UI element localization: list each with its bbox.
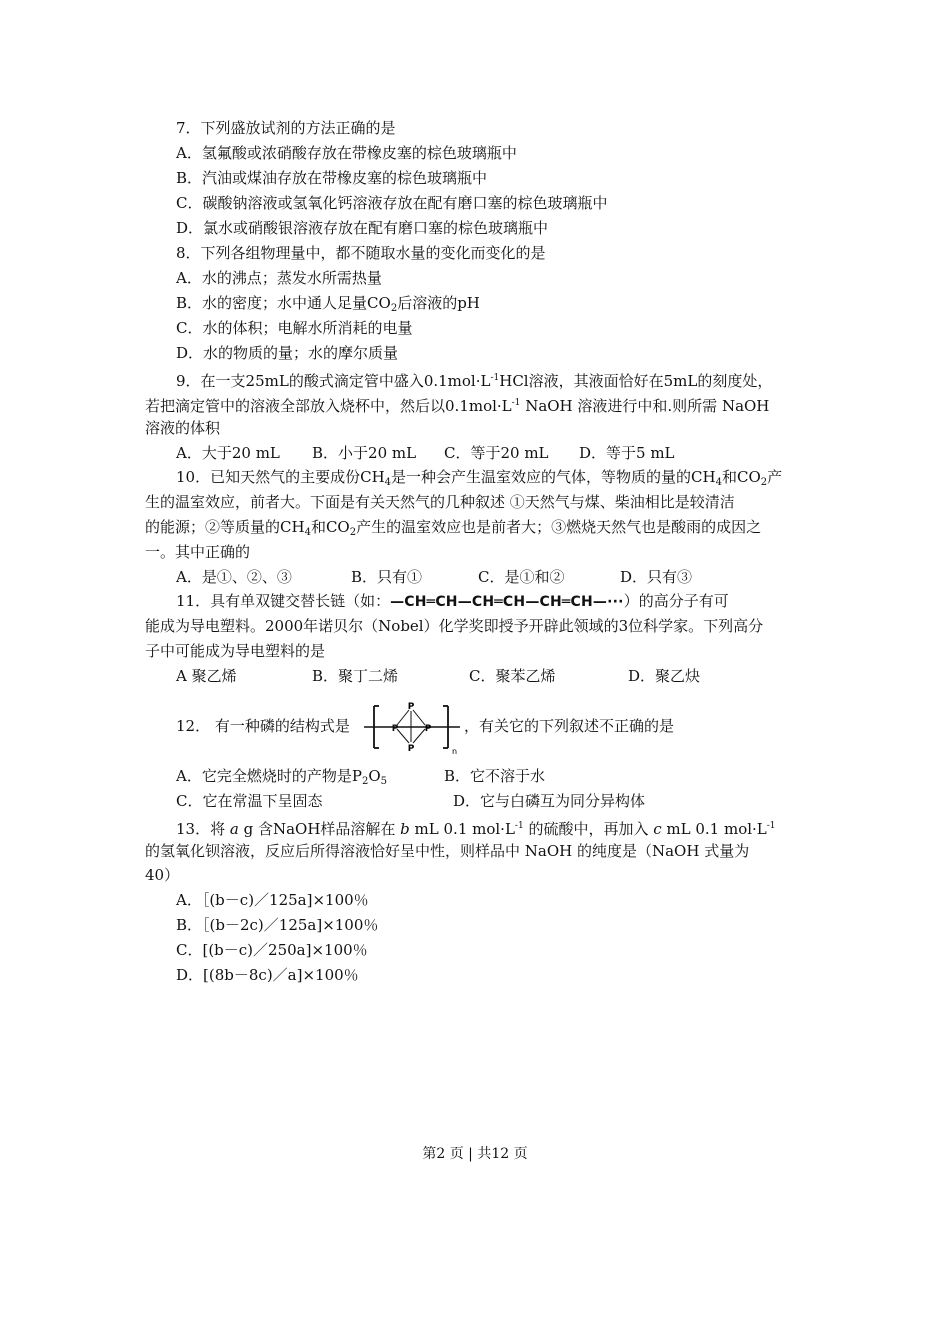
q12-option-d: D．它与白磷互为同分异构体 bbox=[453, 792, 646, 810]
q7-option-a: A．氢氟酸或浓硝酸存放在带橡皮塞的棕色玻璃瓶中 bbox=[176, 144, 517, 162]
q9-option-d: D．等于5 mL bbox=[579, 444, 675, 462]
repeat-n: n bbox=[452, 747, 458, 756]
q9-stem-line2: 若把滴定管中的溶液全部放入烧杯中，然后以$0.1mol\cdot L^{-1}$ NaOH 溶液进行中和.则所需 NaOH bbox=[145, 397, 770, 415]
p-atom-left: P bbox=[391, 724, 399, 734]
p-atom-top: P bbox=[407, 702, 415, 712]
q8-option-d: D．水的物质的量；水的摩尔质量 bbox=[176, 344, 399, 362]
q13-option-a: A．［(b－c)／125a]×100％ bbox=[176, 891, 369, 909]
q10-option-c: C．是①和② bbox=[478, 568, 565, 586]
p-atom-right: P bbox=[424, 724, 432, 734]
q8-option-c: C．水的体积；电解水所消耗的电量 bbox=[176, 319, 413, 337]
polyene-chain-formula: —CH═CH—CH═CH—CH═CH—··· bbox=[390, 594, 624, 610]
page-footer: 第2 页 | 共12 页 bbox=[422, 1146, 528, 1162]
q10-stem-line4: 一。其中正确的 bbox=[145, 543, 251, 561]
q13-stem-line1: 13．将 a g 含NaOH样品溶解在 b mL 0.1 $mol\cdot L^{-1}$ 的硫酸中，再加入 c mL 0.1 $mol\cdot L^{-1}$ bbox=[176, 820, 776, 838]
q8-stem: 8．下列各组物理量中，都不随取水量的变化而变化的是 bbox=[176, 244, 546, 262]
q9-option-b: B．小于20 mL bbox=[312, 444, 417, 462]
q12-option-a: A．它完全燃烧时的产物是$P_2O_5$ bbox=[176, 767, 387, 787]
q8-option-a: A．水的沸点；蒸发水所需热量 bbox=[176, 269, 382, 287]
q8-option-b: B．水的密度；水中通人足量$CO_2$后溶液的pH bbox=[176, 294, 480, 314]
q12-option-b: B．它不溶于水 bbox=[444, 767, 546, 785]
q13-stem-line2: 的氢氧化钡溶液，反应后所得溶液恰好呈中性，则样品中 NaOH 的纯度是（NaOH 式量为 bbox=[145, 842, 750, 860]
q7-option-b: B．汽油或煤油存放在带橡皮塞的棕色玻璃瓶中 bbox=[176, 169, 488, 187]
q11-stem-line3: 子中可能成为导电塑料的是 bbox=[145, 642, 326, 660]
q13-option-d: D．[(8b－8c)／a]×100％ bbox=[176, 966, 359, 984]
q10-stem-line1: 10．已知天然气的主要成份$CH_4$是一种会产生温室效应的气体，等物质的量的$CH_4$和$CO_2$产 bbox=[176, 468, 783, 488]
q10-option-a: A．是①、②、③ bbox=[176, 568, 292, 586]
q13-option-b: B．［(b－2c)／125a]×100％ bbox=[176, 916, 379, 934]
q12-stem-a: 12． 有一种磷的结构式是 bbox=[176, 717, 350, 735]
q9-option-c: C．等于20 mL bbox=[444, 444, 549, 462]
q7-option-d: D．氯水或硝酸银溶液存放在配有磨口塞的棕色玻璃瓶中 bbox=[176, 219, 549, 237]
q11-option-d: D．聚乙炔 bbox=[628, 667, 701, 685]
q7-option-c: C．碳酸钠溶液或氢氧化钙溶液存放在配有磨口塞的棕色玻璃瓶中 bbox=[176, 194, 608, 212]
q11-option-b: B．聚丁二烯 bbox=[312, 667, 399, 685]
q11-option-c: C．聚苯乙烯 bbox=[469, 667, 556, 685]
q13-option-c: C．[(b－c)／250a]×100％ bbox=[176, 941, 368, 959]
q11-option-a: A 聚乙烯 bbox=[176, 667, 237, 685]
q9-stem-line1: 9．在一支25mL的酸式滴定管中盛入$0.1mol\cdot L^{-1}HCl$溶液，其液面恰好在5mL的刻度处， bbox=[176, 372, 773, 390]
phosphorus-structure-diagram bbox=[362, 698, 462, 756]
q12-option-c: C．它在常温下呈固态 bbox=[176, 792, 323, 810]
q13-stem-line3: 40） bbox=[145, 866, 180, 884]
q10-stem-line3: 的能源；②等质量的$CH_4$和$CO_2$产生的温室效应也是前者大；③燃烧天然气也是酸雨的成因之 bbox=[145, 518, 762, 538]
q10-stem-line2: 生的温室效应，前者大。下面是有关天然气的几种叙述 ①天然气与煤、柴油相比是较清洁 bbox=[145, 493, 735, 511]
q9-stem-line3: 溶液的体积 bbox=[145, 419, 221, 437]
p-atom-bottom: P bbox=[407, 744, 415, 754]
q12-stem-b: ，有关它的下列叙述不正确的是 bbox=[464, 717, 675, 735]
q9-option-a: A．大于20 mL bbox=[176, 444, 280, 462]
q10-option-b: B．只有① bbox=[351, 568, 423, 586]
q11-stem-line2: 能成为导电塑料。2000年诺贝尔（Nobel）化学奖即授予开辟此领域的3位科学家。下列高分 bbox=[145, 617, 764, 635]
q7-stem: 7．下列盛放试剂的方法正确的是 bbox=[176, 119, 396, 137]
q11-stem-line1: 11．具有单双键交替长链（如：—CH═CH—CH═CH—CH═CH—···）的高分子有可 bbox=[176, 592, 729, 610]
q10-option-d: D．只有③ bbox=[620, 568, 693, 586]
